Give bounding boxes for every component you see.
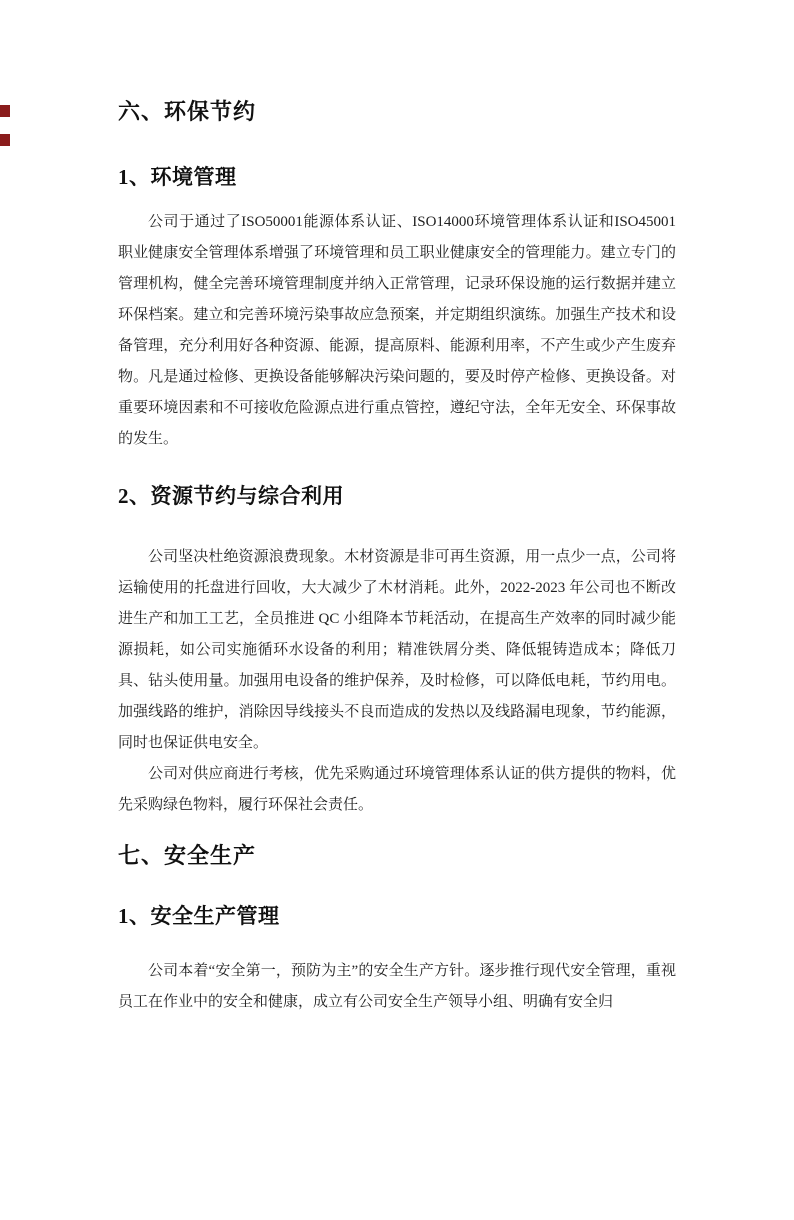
chapter-heading-safety: 七、安全生产 — [118, 843, 257, 868]
section-heading-resource-conservation: 2、资源节约与综合利用 — [118, 484, 344, 508]
section-heading-safety-management: 1、安全生产管理 — [118, 904, 280, 928]
document-page — [0, 97, 794, 1220]
paragraph-environment-management: 公司于通过了ISO50001能源体系认证、ISO14000环境管理体系认证和ISO45001职业健康安全管理体系增强了环境管理和员工职业健康安全的管理能力。建立专门的管理机构，健全完善环境管理制度并纳入正常管理，记录环保设施的运行数据并建立环保档案。建立和完善环境污染事故应急预案，并定期组织演练。加强生产技术和设备管理，充分利用好各种资源、能源，提高原料、能源利用率，不产生或少产生废弃物。凡是通过检修、更换设备能够解决污染问题的，要及时停产检修、更换设备。对重要环境因素和不可接收危险源点进行重点管控，遵纪守法，全年无安全、环保事故的发生。 — [118, 214, 676, 447]
page-edge-marker-bottom — [0, 134, 10, 146]
paragraph-safety-management: 公司本着“安全第一，预防为主”的安全生产方针。逐步推行现代安全管理，重视员工在作业中的安全和健康，成立有公司安全生产领导小组、明确有安全归 — [118, 963, 676, 1010]
section-heading-environment-management: 1、环境管理 — [118, 165, 237, 189]
chapter-heading-environment: 六、环保节约 — [118, 99, 257, 124]
page-edge-marker-top — [0, 105, 10, 117]
paragraph-resource-conservation: 公司坚决杜绝资源浪费现象。木材资源是非可再生资源，用一点少一点，公司将运输使用的托盘进行回收，大大减少了木材消耗。此外，2022-2023 年公司也不断改进生产和加工工艺，全员推进 QC 小组降本节耗活动，在提高生产效率的同时减少能源损耗，如公司实施循环水设备的利用；精准铁屑分类、降低辊铸造成本；降低刀具、钻头使用量。加强用电设备的维护保养，及时检修，可以降低电耗，节约用电。加强线路的维护，消除因导线接头不良而造成的发热以及线路漏电现象，节约能源，同时也保证供电安全。 — [118, 549, 676, 751]
paragraph-supplier-assessment: 公司对供应商进行考核，优先采购通过环境管理体系认证的供方提供的物料，优先采购绿色物料，履行环保社会责任。 — [118, 766, 676, 813]
